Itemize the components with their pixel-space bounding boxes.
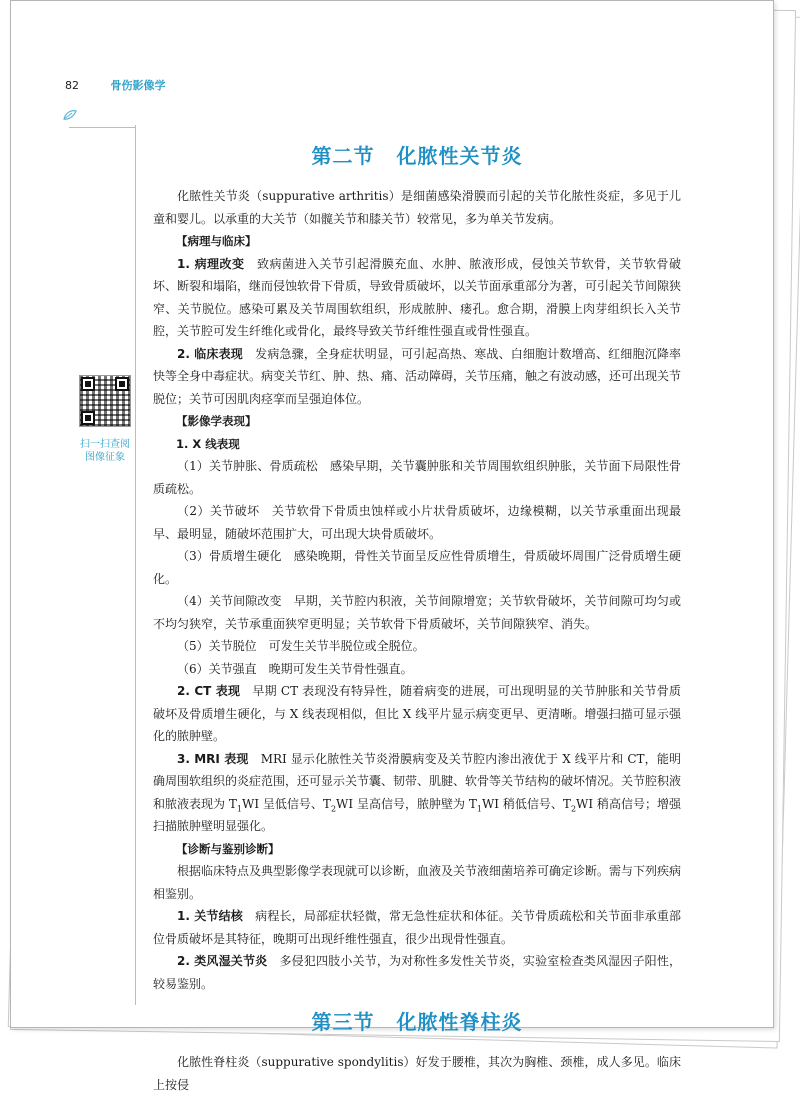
para-tuberculosis: 1. 关节结核 病程长，局部症状轻微，常无急性症状和体征。关节骨质疏松和关节面非承重部位骨质破坏是其特征，晚期可出现纤维性强直，很少出现骨性强直。 (153, 909, 681, 946)
page-number: 82 (65, 79, 79, 92)
xray-item-6: （6）关节强直 晚期可发生关节骨性强直。 (177, 661, 413, 676)
sec2-intro: 化脓性关节炎（suppurative arthritis）是细菌感染滑膜而引起的关节化脓性炎症，多见于儿童和婴儿。以承重的大关节（如髋关节和膝关节）较常见，多为单关节发病。 (153, 189, 681, 226)
para-rheumatoid: 2. 类风湿关节炎 多侵犯四肢小关节，为对称性多发性关节炎，实验室检查类风湿因子阳性，较易鉴别。 (153, 954, 681, 991)
book-page (10, 0, 774, 1092)
book-title: 骨伤影像学 (110, 79, 166, 92)
para-diagnosis: 根据临床特点及典型影像学表现就可以诊断，血液及关节液细菌培养可确定诊断。需与下列疾病相鉴别。 (153, 864, 682, 901)
xray-item-5: （5）关节脱位 可发生关节半脱位或全脱位。 (177, 639, 425, 653)
heading-diagnosis: 【诊断与鉴别诊断】 (176, 841, 280, 856)
margin-rule (135, 125, 136, 1005)
para-mri: 3. MRI 表现 MRI 显示化脓性关节炎滑膜病变及关节腔内渗出液优于 X 线平片和 CT，能明确周围软组织的炎症范围，还可显示关节囊、韧带、肌腱、软骨等关节结构的破坏情况。关节腔积液和脓液表现为 $T_1WI$ 呈低信号、$T_2WI$ 呈高信号，脓肿壁为 $T_1WI$ 稍低信号、$T_2WI$ 稍高信号；增强扫描脓肿壁明显强化。 (153, 751, 682, 833)
qr-code-image[interactable] (79, 375, 131, 427)
section-3-title: 第三节 化脓性脊柱炎 (311, 1010, 523, 1034)
xray-item-4: （4）关节间隙改变 早期，关节腔内积液，关节间隙增宽；关节软骨破坏，关节间隙可均匀或不均匀狭窄，关节承重面狭窄更明显；关节软骨下骨质破坏，关节间隙狭窄、消失。 (153, 594, 681, 631)
xray-item-1: （1）关节肿胀、骨质疏松 感染早期，关节囊肿胀和关节周围软组织肿胀，关节面下局限性骨质疏松。 (153, 459, 681, 496)
margin-ornament-line (69, 119, 135, 128)
sec3-intro: 化脓性脊柱炎（suppurative spondylitis）好发于腰椎，其次为胸椎、颈椎，成人多见。临床上按侵 (153, 1055, 681, 1092)
para-pathology: 1. 病理改变 致病菌进入关节引起滑膜充血、水肿、脓液形成，侵蚀关节软骨，关节软骨破坏、断裂和塌陷，继而侵蚀软骨下骨质，导致骨质破坏，以关节面承重部分为著，可引起关节间隙狭窄、关节脱位。感染可累及关节周围软组织，形成脓肿、瘘孔。愈合期，滑膜上肉芽组织长入关节腔，关节腔可发生纤维化或骨化，最终导致关节纤维性强直或骨性强直。 (153, 256, 682, 338)
heading-xray: 1. X 线表现 (176, 436, 240, 451)
main-text (153, 137, 681, 1096)
running-head (65, 77, 166, 93)
heading-imaging: 【影像学表现】 (176, 414, 257, 428)
heading-pathology-clinical: 【病理与临床】 (176, 234, 257, 248)
xray-item-3: （3）骨质增生硬化 感染晚期，骨性关节面呈反应性骨质增生，骨质破坏周围广泛骨质增生硬化。 (153, 549, 681, 586)
section-2-title: 第二节 化脓性关节炎 (311, 144, 523, 168)
para-clinical: 2. 临床表现 发病急骤，全身症状明显，可引起高热、寒战、白细胞计数增高、红细胞沉降率快等全身中毒症状。病变关节红、肿、热、痛、活动障碍，关节压痛，触之有波动感，还可出现关节脱位；关节可因肌肉痉挛而呈强迫体位。 (153, 346, 682, 406)
qr-caption-images: 图像征象 (85, 452, 125, 463)
para-ct: 2. CT 表现 早期 CT 表现没有特异性，随着病变的进展，可出现明显的关节肿胀和关节骨质破坏及骨质增生硬化，与 X 线表现相似，但比 X 线平片显示病变更早、更清晰。增强扫描可显示强化的脓肿壁。 (153, 684, 681, 743)
xray-item-2: （2）关节破坏 关节软骨下骨质虫蚀样或小片状骨质破坏，边缘模糊，以关节承重面出现最早、最明显，随破坏范围扩大，可出现大块骨质破坏。 (153, 504, 681, 541)
qr-caption-scan: 扫一扫查阅 (80, 439, 130, 450)
